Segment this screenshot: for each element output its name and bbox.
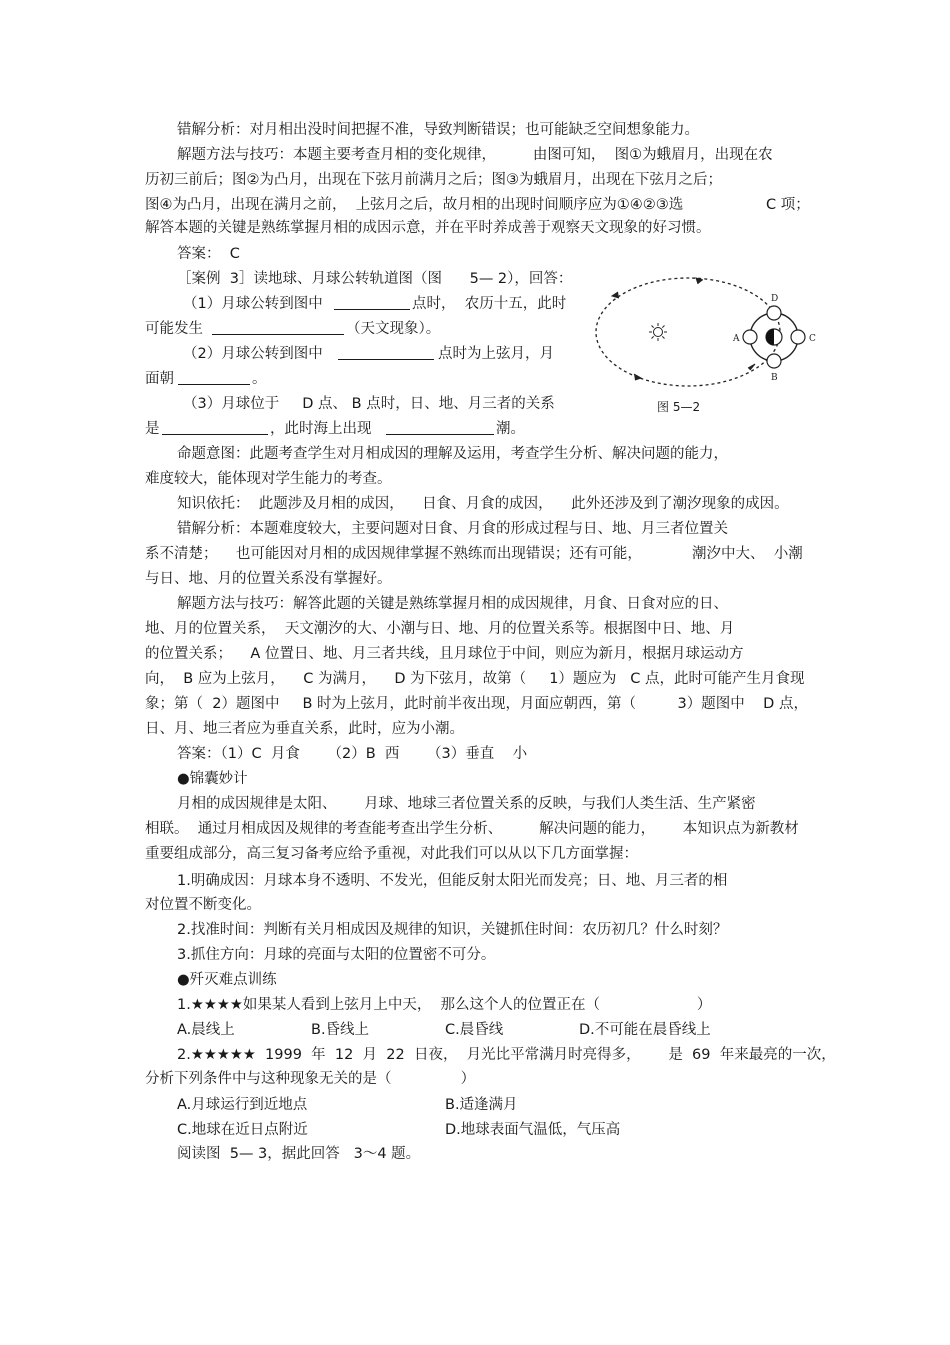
text-line: 错解分析：本题难度较大，主要问题对日食、月食的形成过程与日、地、月三者位置关 [177,521,728,537]
text-line: 阅读图 5— 3，据此回答 3～4 题。 [177,1146,421,1162]
text-line: 解答本题的关键是熟练掌握月相的成因示意，并在平时养成善于观察天文现象的好习惯。 [145,220,711,236]
question-text: 点时， 农历十五，此时 [412,296,567,312]
text-line: 图④为凸月，出现在满月之前， 上弦月之后，故月相的出现时间顺序应为①④②③选 [145,197,684,213]
question-text: 是 [145,421,160,437]
text-line: 错解分析：对月相出没时间把握不准，导致判断错误；也可能缺乏空间想象能力。 [177,122,699,138]
answer-blank [162,420,268,435]
answer-blank [338,345,434,360]
orbit-arrow [612,292,619,298]
section-heading: ●锦囊妙计 [177,771,248,787]
earth-icon [766,329,782,345]
text-line: 系不清楚； 也可能因对月相的成因规律掌握不熟练而出现错误；还有可能， [145,546,642,562]
text-line: 3.抓住方向：月球的亮面与太阳的位置密不可分。 [177,947,496,963]
sun-icon [649,323,667,341]
point-label-b: B [771,373,778,383]
answer-line: 答案： C [177,246,240,262]
case-title: ［案例 3］读地球、月球公转轨道图（图 5— 2），回答： [177,271,573,287]
question-text: （3）月球位于 D 点、 B 点时，日、地、月三者的关系 [183,396,555,412]
question-text: 潮。 [496,421,525,437]
text-line: 命题意图：此题考查学生对月相成因的理解及运用，考查学生分析、解决问题的能力， [177,446,728,462]
moon-position-d [767,306,781,320]
question-text: （1）月球公转到图中 [183,296,323,312]
text-line: C 项； [766,197,810,213]
option-d: D.地球表面气温低，气压高 [445,1122,621,1138]
moon-position-b [767,354,781,368]
question-text: 。 [252,371,267,387]
option-b: B.适逢满月 [445,1097,518,1113]
orbit-diagram [588,270,828,395]
text-line: 的位置关系； A 位置日、地、月三者共线，且月球位于中间，则应为新月，根据月球运动方 [145,646,744,662]
orbit-arrow [748,364,755,370]
question-text: 面朝 [145,371,174,387]
text-line: 潮汐中大、 小潮 [692,546,803,562]
option-d: D.不可能在晨昏线上 [579,1022,711,1038]
text-line: 重要组成部分，高三复习备考应给予重视，对此我们可以从以下几方面掌握： [145,846,638,862]
orbit-arrow [696,278,703,284]
text-line: 与日、地、月的位置关系没有掌握好。 [145,571,392,587]
section-heading: ●歼灭难点训练 [177,972,277,988]
text-line: 历初三前后；图②为凸月，出现在下弦月前满月之后；图③为蛾眉月，出现在下弦月之后； [145,172,722,188]
text-line: 解题方法与技巧：解答此题的关键是熟练掌握月相的成因规律，月食、日食对应的日、 [177,596,728,612]
option-a: A.晨线上 [177,1022,235,1038]
answer-blank [386,420,494,435]
question-text: 可能发生 [145,321,203,337]
question-text: ，此时海上出现 [270,421,372,437]
text-line: 1.明确成因：月球本身不透明、不发光，但能反射太阳光而发亮；日、地、月三者的相 [177,873,728,889]
option-b: B.昏线上 [311,1022,370,1038]
question-text: 点时为上弦月，月 [438,346,554,362]
question-text: 2.★★★★★ 1999 年 12 月 22 日夜， 月光比平常满月时亮得多， 是 69 年来最亮的一次， [177,1047,836,1063]
option-c: C.地球在近日点附近 [177,1122,308,1138]
text-line: 象；第（ 2）题图中 B 时为上弦月，此时前半夜出现，月面应朝西，第（ 3）题图中 D 点， [145,696,808,712]
answer-blank [212,320,344,335]
point-label-d: D [771,294,779,304]
question-text: 1.★★★★如果某人看到上弦月上中天， 那么这个人的位置正在（ ） [177,997,712,1013]
text-line: 解题方法与技巧：本题主要考查月相的变化规律， 由图可知， 图①为蛾眉月，出现在农 [177,147,773,163]
point-label-c: C [809,334,816,344]
moon-position-c [791,330,805,344]
figure-caption: 图 5—2 [657,400,701,414]
text-line: 知识依托： 此题涉及月相的成因， 日食、月食的成因， 此外还涉及到了潮汐现象的成因。 [177,496,789,512]
question-text: （2）月球公转到图中 [183,346,323,362]
answer-line: 答案：（1）C 月食 （2）B 西 （3）垂直 小 [177,746,528,762]
text-line: 对位置不断变化。 [145,897,261,913]
orbit-arrow [634,374,641,380]
text-line: 难度较大，能体现对学生能力的考查。 [145,471,392,487]
text-line: 向， B 应为上弦月， C 为满月， D 为下弦月，故第（ 1）题应为 C 点，此时可能产生月食现 [145,671,805,687]
option-a: A.月球运行到近地点 [177,1097,308,1113]
text-line: 地、月的位置关系， 天文潮汐的大、小潮与日、地、月的位置关系等。根据图中日、地、月 [145,621,735,637]
text-line: 月相的成因规律是太阳、 月球、地球三者位置关系的反映，与我们人类生活、生产紧密 [177,796,756,812]
answer-blank [334,295,410,310]
question-text: （天文现象）。 [346,321,441,337]
text-line: 相联。 通过月相成因及规律的考查能考查出学生分析、 解决问题的能力， 本知识点为新教材 [145,821,799,837]
text-line: 2.找准时间：判断有关月相成因及规律的知识，关键抓住时间：农历初几？什么时刻？ [177,922,728,938]
moon-position-a [743,330,757,344]
option-c: C.晨昏线 [445,1022,504,1038]
text-line: 日、月、地三者应为垂直关系，此时，应为小潮。 [145,721,464,737]
question-text: 分析下列条件中与这种现象无关的是（ ） [145,1071,476,1087]
answer-blank [178,370,250,385]
point-label-a: A [733,334,740,344]
